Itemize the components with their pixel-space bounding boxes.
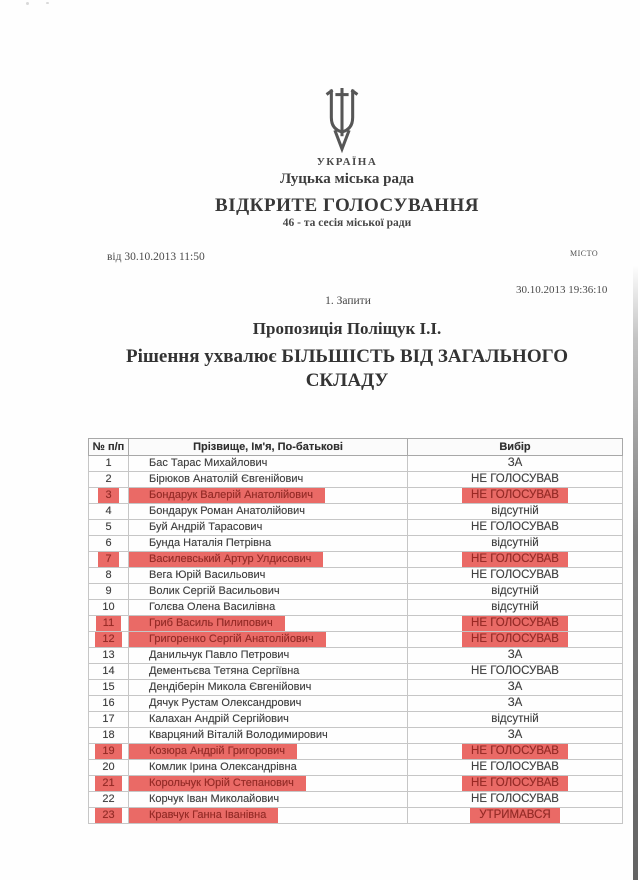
table-row bbox=[89, 776, 623, 792]
table-row bbox=[89, 520, 623, 536]
deputy-name-cell: Бондарук Валерій Анатолійович bbox=[129, 488, 408, 504]
place-label: місто bbox=[570, 247, 599, 259]
header-row bbox=[89, 439, 623, 456]
decision-rule: Рішення ухвалює БІЛЬШІСТЬ ВІД ЗАГАЛЬНОГО СКЛАДУ bbox=[125, 346, 569, 392]
deputy-name-cell: Данильчук Павло Петрович bbox=[129, 648, 408, 664]
vote-cell: НЕ ГОЛОСУВАВ bbox=[408, 632, 623, 648]
vote-cell: НЕ ГОЛОСУВАВ bbox=[408, 744, 623, 760]
table-row bbox=[89, 760, 623, 776]
voting-table bbox=[88, 438, 623, 824]
deputy-name-cell: Василевський Артур Улдисович bbox=[129, 552, 408, 568]
vote-cell: відсутній bbox=[408, 584, 623, 600]
row-number-cell: 4 bbox=[89, 504, 129, 520]
table-row bbox=[89, 744, 623, 760]
proposal-title: Пропозиція Поліщук І.І. bbox=[252, 319, 442, 338]
deputy-name-cell: Бондарук Роман Анатолійович bbox=[129, 504, 408, 520]
row-number-cell: 3 bbox=[89, 488, 129, 504]
row-number-cell: 21 bbox=[89, 776, 129, 792]
table-row bbox=[89, 584, 623, 600]
row-number-cell: 18 bbox=[89, 728, 129, 744]
table-row bbox=[89, 664, 623, 680]
scan-speck bbox=[46, 2, 49, 4]
row-number-cell: 10 bbox=[89, 600, 129, 616]
deputy-name-cell: Кварцяний Віталій Володимирович bbox=[129, 728, 408, 744]
table-row bbox=[89, 648, 623, 664]
table-row bbox=[89, 632, 623, 648]
ukraine-trident-emblem-icon bbox=[322, 88, 362, 154]
row-number-cell: 6 bbox=[89, 536, 129, 552]
country-label: УКРАЇНА bbox=[316, 156, 378, 168]
row-number-cell: 11 bbox=[89, 616, 129, 632]
table-row bbox=[89, 472, 623, 488]
vote-cell: НЕ ГОЛОСУВАВ bbox=[408, 664, 623, 680]
vote-cell: НЕ ГОЛОСУВАВ bbox=[408, 616, 623, 632]
vote-cell: НЕ ГОЛОСУВАВ bbox=[408, 552, 623, 568]
voting-table-body bbox=[89, 456, 623, 824]
table-row bbox=[89, 488, 623, 504]
vote-cell: ЗА bbox=[408, 680, 623, 696]
table-row bbox=[89, 712, 623, 728]
row-number-cell: 20 bbox=[89, 760, 129, 776]
deputy-name-cell: Вега Юрій Васильович bbox=[129, 568, 408, 584]
row-number-cell: 5 bbox=[89, 520, 129, 536]
deputy-name-cell: Буй Андрій Тарасович bbox=[129, 520, 408, 536]
table-row bbox=[89, 808, 623, 824]
vote-cell: відсутній bbox=[408, 504, 623, 520]
vote-cell: НЕ ГОЛОСУВАВ bbox=[408, 776, 623, 792]
deputy-name-cell: Корчук Іван Миколайович bbox=[129, 792, 408, 808]
vote-cell: НЕ ГОЛОСУВАВ bbox=[408, 488, 623, 504]
row-number-cell: 19 bbox=[89, 744, 129, 760]
table-row bbox=[89, 728, 623, 744]
print-timestamp: 30.10.2013 19:36:10 bbox=[516, 284, 608, 296]
council-name: Луцька міська рада bbox=[279, 171, 415, 187]
deputy-name-cell: Волик Сергій Васильович bbox=[129, 584, 408, 600]
row-number-cell: 1 bbox=[89, 456, 129, 472]
vote-cell: ЗА bbox=[408, 456, 623, 472]
row-number-cell: 12 bbox=[89, 632, 129, 648]
session-subtitle: 46 - та сесія міської ради bbox=[282, 217, 412, 229]
col-header-number: № п/п bbox=[89, 439, 129, 456]
deputy-name-cell: Бас Тарас Михайлович bbox=[129, 456, 408, 472]
row-number-cell: 8 bbox=[89, 568, 129, 584]
row-number-cell: 17 bbox=[89, 712, 129, 728]
vote-cell: відсутній bbox=[408, 600, 623, 616]
row-number-cell: 15 bbox=[89, 680, 129, 696]
deputy-name-cell: Григоренко Сергій Анатолійович bbox=[129, 632, 408, 648]
deputy-name-cell: Комлик Ірина Олександрівна bbox=[129, 760, 408, 776]
table-row bbox=[89, 568, 623, 584]
row-number-cell: 7 bbox=[89, 552, 129, 568]
agenda-item: 1. Запити bbox=[325, 295, 371, 307]
row-number-cell: 22 bbox=[89, 792, 129, 808]
vote-cell: відсутній bbox=[408, 536, 623, 552]
table-row bbox=[89, 680, 623, 696]
vote-cell: ЗА bbox=[408, 648, 623, 664]
deputy-name-cell: Кравчук Ганна Іванівна bbox=[129, 808, 408, 824]
deputy-name-cell: Корольчук Юрій Степанович bbox=[129, 776, 408, 792]
table-row bbox=[89, 616, 623, 632]
voting-table-header bbox=[89, 439, 623, 456]
scan-speck bbox=[26, 2, 29, 5]
vote-cell: НЕ ГОЛОСУВАВ bbox=[408, 760, 623, 776]
table-row bbox=[89, 696, 623, 712]
table-row bbox=[89, 600, 623, 616]
vote-cell: НЕ ГОЛОСУВАВ bbox=[408, 792, 623, 808]
deputy-name-cell: Калахан Андрій Сергійович bbox=[129, 712, 408, 728]
row-number-cell: 13 bbox=[89, 648, 129, 664]
deputy-name-cell: Бунда Наталія Петрівна bbox=[129, 536, 408, 552]
document-date: від 30.10.2013 11:50 bbox=[107, 251, 205, 263]
row-number-cell: 9 bbox=[89, 584, 129, 600]
vote-cell: ЗА bbox=[408, 728, 623, 744]
deputy-name-cell: Голєва Олена Василівна bbox=[129, 600, 408, 616]
deputy-name-cell: Гриб Василь Пилипович bbox=[129, 616, 408, 632]
deputy-name-cell: Дендіберін Микола Євгенійович bbox=[129, 680, 408, 696]
col-header-name: Прізвище, Ім'я, По-батькові bbox=[129, 439, 408, 456]
vote-cell: відсутній bbox=[408, 712, 623, 728]
vote-cell: НЕ ГОЛОСУВАВ bbox=[408, 568, 623, 584]
col-header-vote: Вибір bbox=[408, 439, 623, 456]
table-row bbox=[89, 536, 623, 552]
deputy-name-cell: Дементьєва Тетяна Сергіївна bbox=[129, 664, 408, 680]
table-row bbox=[89, 552, 623, 568]
vote-cell: УТРИМАВСЯ bbox=[408, 808, 623, 824]
deputy-name-cell: Бірюков Анатолій Євгенійович bbox=[129, 472, 408, 488]
document-title: ВІДКРИТЕ ГОЛОСУВАННЯ bbox=[215, 195, 479, 216]
scan-edge-artifact bbox=[633, 265, 638, 880]
table-row bbox=[89, 792, 623, 808]
deputy-name-cell: Дячук Рустам Олександрович bbox=[129, 696, 408, 712]
table-row bbox=[89, 456, 623, 472]
row-number-cell: 23 bbox=[89, 808, 129, 824]
vote-cell: НЕ ГОЛОСУВАВ bbox=[408, 472, 623, 488]
table-row bbox=[89, 504, 623, 520]
row-number-cell: 16 bbox=[89, 696, 129, 712]
deputy-name-cell: Козюра Андрій Григорович bbox=[129, 744, 408, 760]
row-number-cell: 2 bbox=[89, 472, 129, 488]
vote-cell: ЗА bbox=[408, 696, 623, 712]
row-number-cell: 14 bbox=[89, 664, 129, 680]
vote-cell: НЕ ГОЛОСУВАВ bbox=[408, 520, 623, 536]
